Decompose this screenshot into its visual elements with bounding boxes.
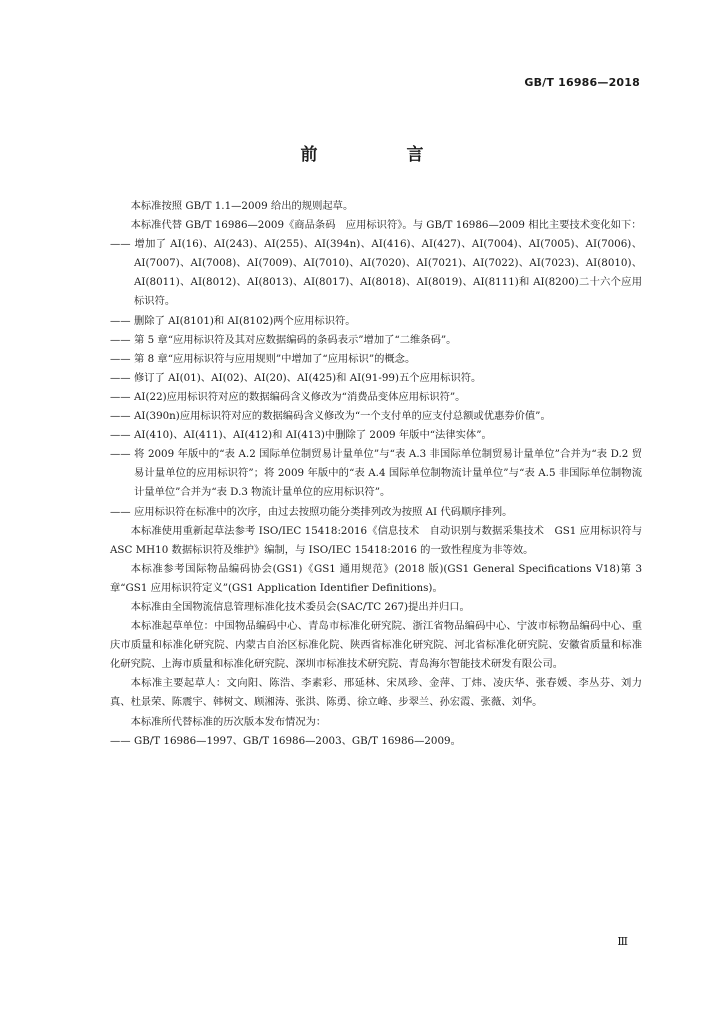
history-text: GB/T 16986—1997、GB/T 16986—2003、GB/T 16986—2009。 [134, 734, 461, 747]
change-text: 增加了 AI(16)、AI(243)、AI(255)、AI(394n)、AI(416)、AI(427)、AI(7004)、AI(7005)、AI(7006)、AI(7007)、AI(7008)、AI(7009)、AI(7010)、AI(7020)、AI(7021)、AI(7022)、AI(7023)、AI(8010)、AI(8011)、AI(8012)、AI(8013)、AI(8017)、AI(8018)、AI(8019)、AI(8111)和 AI(8200)二十六个应用标识符。 [134, 238, 642, 308]
dash-marker: —— [110, 314, 131, 327]
change-item [110, 407, 642, 426]
dash-marker: —— [110, 390, 131, 403]
change-item [110, 503, 642, 522]
paragraph-drafting-rules: 本标准按照 GB/T 1.1—2009 给出的规则起草。 [130, 200, 354, 212]
paragraph-proposer: 本标准由全国物流信息管理标准化技术委员会(SAC/TC 267)提出并归口。 [130, 600, 470, 613]
dash-marker: —— [110, 505, 131, 518]
dash-marker: —— [110, 352, 131, 365]
change-item [110, 445, 642, 502]
change-text: AI(22)应用标识符对应的数据编码含义修改为“消费品变体应用标识符”。 [134, 390, 466, 403]
dash-marker: —— [110, 238, 131, 251]
change-item [110, 369, 642, 388]
change-item [110, 312, 642, 331]
change-text: 应用标识符在标准中的次序，由过去按照功能分类排列改为按照 AI 代码顺序排列。 [134, 505, 513, 518]
paragraph-history-intro: 本标准所代替标准的历次版本发布情况为： [130, 715, 327, 728]
standard-code: GB/T 16986—2018 [524, 76, 640, 89]
history-item [110, 732, 642, 751]
change-text: 第 8 章“应用标识符与应用规则”中增加了“应用标识”的概念。 [134, 352, 416, 365]
change-text: AI(390n)应用标识符对应的数据编码含义修改为“一个支付单的应支付总额或优惠券价值”。 [134, 410, 551, 423]
dash-marker: —— [110, 448, 131, 461]
page-title: 前 言 [300, 145, 460, 165]
change-item [110, 235, 642, 311]
change-text: 修订了 AI(01)、AI(02)、AI(20)、AI(425)和 AI(91-99)五个应用标识符。 [134, 371, 482, 384]
change-text: 第 5 章“应用标识符及其对应数据编码的条码表示”增加了“二维条码”。 [134, 333, 457, 346]
paragraph-reference-gs1: 本标准参考国际物品编码协会(GS1)《GS1 通用规范》(2018 版)(GS1 General Specifications V18)第 3 章“GS1 应用标识符定义”(GS1 Application Identifier Definitions)。 [110, 562, 642, 594]
dash-marker: —— [110, 410, 131, 423]
change-text: 将 2009 年版中的“表 A.2 国际单位制贸易计量单位”与“表 A.3 非国际单位制贸易计量单位”合并为“表 D.2 贸易计量单位的应用标识符”；将 2009 年版中的“表 A.4 国际单位制物流计量单位”与“表 A.5 非国际单位制物流计量单位”合并为“表 D.3 物流计量单位的应用标识符”。 [134, 448, 642, 499]
change-item [110, 388, 642, 407]
document-body [110, 197, 642, 751]
dash-marker: —— [110, 333, 131, 346]
change-item [110, 350, 642, 369]
paragraph-drafters: 本标准主要起草人：文向阳、陈浩、李素彩、邢延林、宋凤珍、金萍、丁炜、凌庆华、张春媛、李丛芬、刘力真、杜景荣、陈震宇、韩树文、顾湘涛、张洪、陈勇、徐立峰、步翠兰、孙宏霞、张薇、刘华。 [110, 677, 642, 709]
change-text: AI(410)、AI(411)、AI(412)和 AI(413)中删除了 2009 年版中“法律实体”。 [134, 429, 492, 442]
paragraph-drafting-units: 本标准起草单位：中国物品编码中心、青岛市标准化研究院、浙江省物品编码中心、宁波市标物品编码中心、重庆市质量和标准化研究院、内蒙古自治区标准化院、陕西省标准化研究院、河北省标准化研究院、安徽省质量和标准化研究院、上海市质量和标准化研究院、深圳市标准技术研究院、青岛海尔智能技术研发有限公司。 [110, 620, 642, 671]
change-text: 删除了 AI(8101)和 AI(8102)两个应用标识符。 [134, 314, 356, 327]
paragraph-reference-iso: 本标准使用重新起草法参考 ISO/IEC 15418:2016《信息技术 自动识别与数据采集技术 GS1 应用标识符与 ASC MH10 数据标识符及维护》编制，与 ISO/IEC 15418:2016 的一致性程度为非等效。 [110, 524, 642, 556]
dash-marker: —— [110, 734, 131, 747]
dash-marker: —— [110, 371, 131, 384]
change-item [110, 331, 642, 350]
paragraph-replaces-standard: 本标准代替 GB/T 16986—2009《商品条码 应用标识符》。与 GB/T 16986—2009 相比主要技术变化如下： [130, 219, 642, 232]
dash-marker: —— [110, 429, 131, 442]
change-item [110, 426, 642, 445]
page-number: Ⅲ [617, 935, 628, 948]
